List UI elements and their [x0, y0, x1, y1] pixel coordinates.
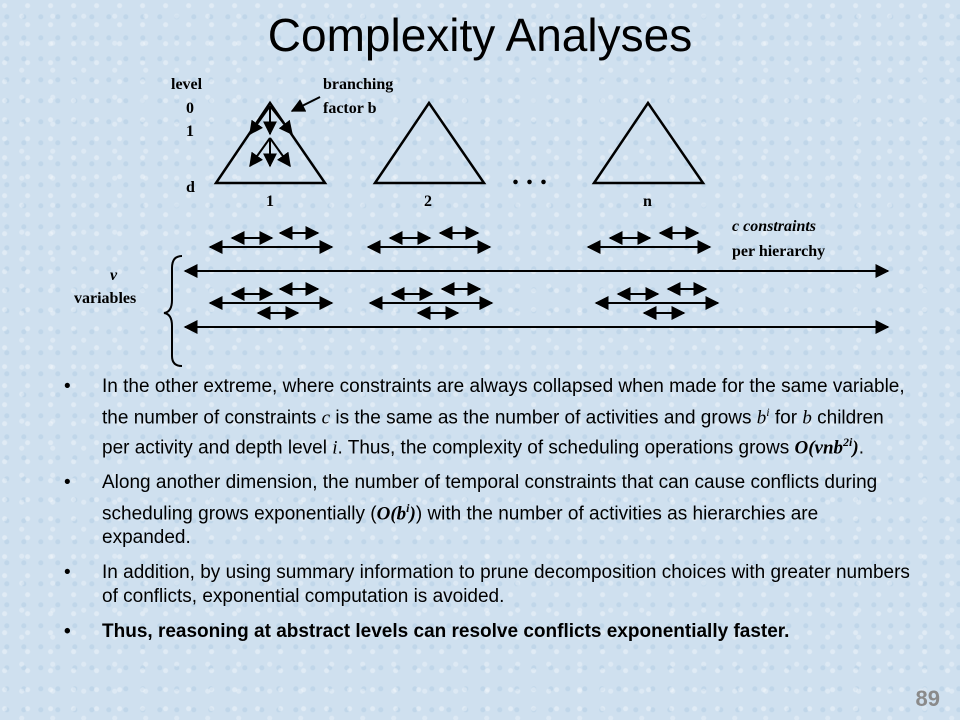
bullet-2: • Along another dimension, the number of temporal constraints that can cause conflicts during scheduling grows exponentially $(O(b^i))$ with the number of activities as hierarchies are expanded. — [60, 471, 910, 551]
hierarchy-tree-n — [594, 103, 703, 183]
tree-2-label: 2 — [424, 193, 432, 210]
bullet-list — [60, 375, 910, 654]
branching-label-line2: factor b — [323, 100, 377, 117]
bullet-4: • Thus, reasoning at abstract levels can resolve conflicts exponentially faster. — [60, 620, 910, 645]
ellipsis: . . . — [512, 160, 547, 191]
level-0-label: 0 — [186, 100, 194, 117]
constraints-label-text: c constraints — [732, 218, 817, 235]
variables-brace — [164, 256, 182, 366]
branching-arrows — [250, 97, 320, 166]
level-1-label: 1 — [186, 123, 194, 140]
level-d-label: d — [186, 179, 195, 196]
page-number: 89 — [915, 686, 940, 711]
constraints-label-line1 — [732, 218, 816, 236]
variables-label-line1: v — [110, 267, 118, 284]
constraint-arrows-row2 — [185, 289, 888, 327]
bullet-3: • In addition, by using summary information to prune decomposition choices with greater numbers of conflicts, exponential computation is avoided. — [60, 561, 910, 610]
level-label: level — [171, 76, 203, 93]
tree-1-label: 1 — [266, 193, 274, 210]
variables-label-line2: variables — [74, 290, 137, 307]
tree-n-label: n — [643, 193, 652, 210]
branching-label-line1: branching — [323, 76, 394, 93]
bullet-1: • In the other extreme, where constraints are always collapsed when made for the same variable, the number of constraints c is the same as the number of activities and grows $b^i$ for b children per activity and depth level i. Thus, the complexity of scheduling operations grows O(vnb$^{2i}$). — [60, 375, 910, 461]
constraints-label-line2: per hierarchy — [732, 243, 826, 260]
hierarchy-tree-2 — [375, 103, 484, 183]
slide-title: Complexity Analyses — [267, 9, 693, 61]
